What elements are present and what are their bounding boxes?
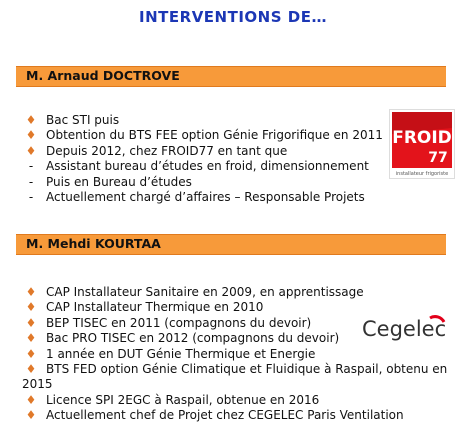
list-item: ♦ CAP Installateur Sanitaire en 2009, en apprentissage bbox=[25, 285, 364, 299]
diamond-bullet-icon: ♦ bbox=[25, 392, 37, 407]
diamond-bullet-icon: ♦ bbox=[25, 408, 37, 423]
doctrove-career-list bbox=[24, 113, 383, 205]
froid77-logo bbox=[389, 109, 455, 179]
dash-bullet-icon: - bbox=[28, 174, 34, 189]
list-item: - Actuellement chargé d’affaires – Responsable Projets bbox=[24, 190, 383, 205]
list-item: ♦ Bac STI puis bbox=[25, 113, 120, 127]
froid-logo-text: FROID bbox=[392, 128, 452, 148]
diamond-bullet-icon: ♦ bbox=[25, 346, 37, 361]
diamond-bullet-icon: ♦ bbox=[25, 143, 37, 158]
list-item: ♦ CAP Installateur Thermique en 2010 bbox=[25, 300, 264, 315]
list-item: - Puis en Bureau d’études bbox=[24, 175, 383, 190]
list-item: ♦ 1 année en DUT Génie Thermique et Energie bbox=[25, 346, 316, 361]
froid77-logo-icon bbox=[390, 110, 454, 178]
kourtaa-career-list bbox=[24, 285, 447, 424]
diamond-bullet-icon: ♦ bbox=[25, 331, 37, 346]
cegelec-logo-icon bbox=[360, 312, 450, 346]
diamond-bullet-icon: ♦ bbox=[25, 300, 37, 315]
list-item: ♦ Bac PRO TISEC en 2012 (compagnons du devoir) bbox=[25, 331, 340, 346]
section-header-kourtaa bbox=[16, 234, 446, 255]
list-item: ♦ Actuellement chef de Projet chez CEGELEC Paris Ventilation bbox=[25, 408, 404, 423]
dash-bullet-icon: - bbox=[28, 190, 34, 205]
list-item: ♦ BTS FED option Génie Climatique et Fluidique à Raspail, obtenu en 2015 bbox=[22, 362, 448, 392]
dash-bullet-icon: - bbox=[28, 159, 34, 174]
section-header-doctrove bbox=[16, 66, 446, 87]
cegelec-logo-text: Cegelec bbox=[362, 317, 447, 341]
diamond-bullet-icon: ♦ bbox=[25, 113, 37, 127]
page-title: INTERVENTIONS DE… bbox=[139, 8, 327, 26]
diamond-bullet-icon: ♦ bbox=[25, 315, 37, 330]
froid-logo-number: 77 bbox=[428, 150, 448, 166]
diamond-bullet-icon: ♦ bbox=[25, 128, 37, 143]
cegelec-logo bbox=[360, 312, 450, 346]
diamond-bullet-icon: ♦ bbox=[25, 362, 37, 377]
diamond-bullet-icon: ♦ bbox=[25, 285, 37, 299]
person-name: M. Arnaud DOCTROVE bbox=[26, 68, 180, 83]
person-name: M. Mehdi KOURTAA bbox=[26, 236, 161, 251]
list-item: ♦ Depuis 2012, chez FROID77 en tant que bbox=[25, 143, 288, 158]
list-item: ♦ BEP TISEC en 2011 (compagnons du devoir) bbox=[25, 315, 312, 330]
list-item: - Assistant bureau d’études en froid, dimensionnement bbox=[24, 159, 383, 174]
list-item: ♦ Licence SPI 2EGC à Raspail, obtenue en 2016 bbox=[25, 392, 320, 407]
list-item: ♦ Obtention du BTS FEE option Génie Frigorifique en 2011 bbox=[25, 128, 383, 143]
froid-logo-tagline: installateur frigoriste bbox=[395, 171, 449, 177]
